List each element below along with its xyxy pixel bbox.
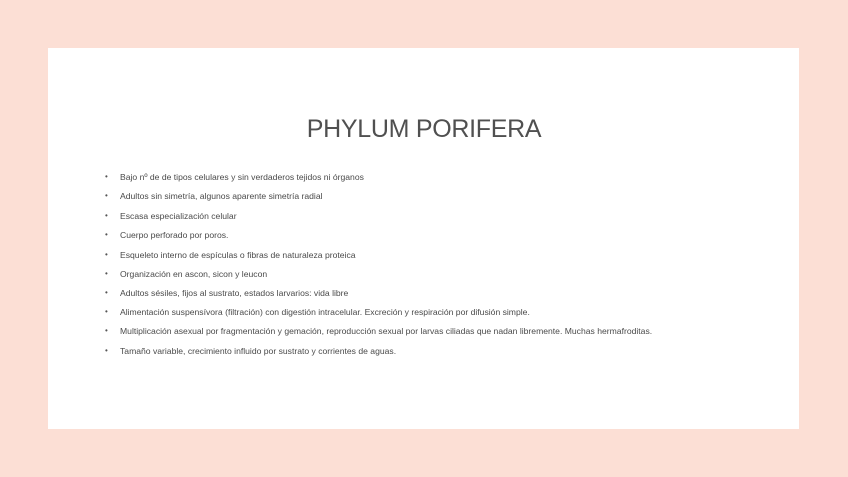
bullet-dot: • (105, 346, 108, 355)
bullet-text: Multiplicación asexual por fragmentación y gemación, reproducción sexual por larvas ciliadas que nadan libremente. Muchas hermafroditas. (120, 326, 653, 336)
bullet-text: Tamaño variable, crecimiento influido por sustrato y corrientes de aguas. (120, 346, 397, 356)
bullet-item (105, 268, 268, 280)
bullet-item (105, 229, 229, 241)
bullet-text: Escasa especialización celular (120, 211, 237, 221)
bullet-dot: • (105, 307, 108, 316)
bullet-text: Organización en ascon, sicon y leucon (120, 269, 268, 279)
bullet-text: Bajo nº de de tipos celulares y sin verdaderos tejidos ni órganos (120, 172, 364, 182)
bullet-item (105, 249, 356, 261)
bullet-dot: • (105, 172, 108, 181)
bullet-dot: • (105, 269, 108, 278)
bullet-text: Adultos sin simetría, algunos aparente simetría radial (120, 191, 323, 201)
bullet-text: Adultos sésiles, fijos al sustrato, estados larvarios: vida libre (120, 288, 349, 298)
bullet-dot: • (105, 250, 108, 259)
bullet-text: Esqueleto interno de espículas o fibras de naturaleza proteica (120, 250, 356, 260)
bullet-dot: • (105, 326, 108, 335)
bullet-dot: • (105, 288, 108, 297)
bullet-item (105, 325, 653, 337)
slide-title: PHYLUM PORIFERA (306, 115, 542, 143)
bullet-dot: • (105, 230, 108, 239)
bullet-item (105, 171, 364, 183)
bullet-text: Alimentación suspensívora (filtración) con digestión intracelular. Excreción y respiración por difusión simple. (120, 307, 530, 317)
bullet-dot: • (105, 191, 108, 200)
bullet-item (105, 287, 349, 299)
bullet-item (105, 190, 323, 202)
bullet-text: Cuerpo perforado por poros. (120, 230, 229, 240)
bullet-item (105, 345, 397, 357)
bullet-item (105, 306, 530, 318)
slide-card (48, 48, 799, 429)
bullet-item (105, 210, 237, 222)
bullet-dot: • (105, 211, 108, 220)
